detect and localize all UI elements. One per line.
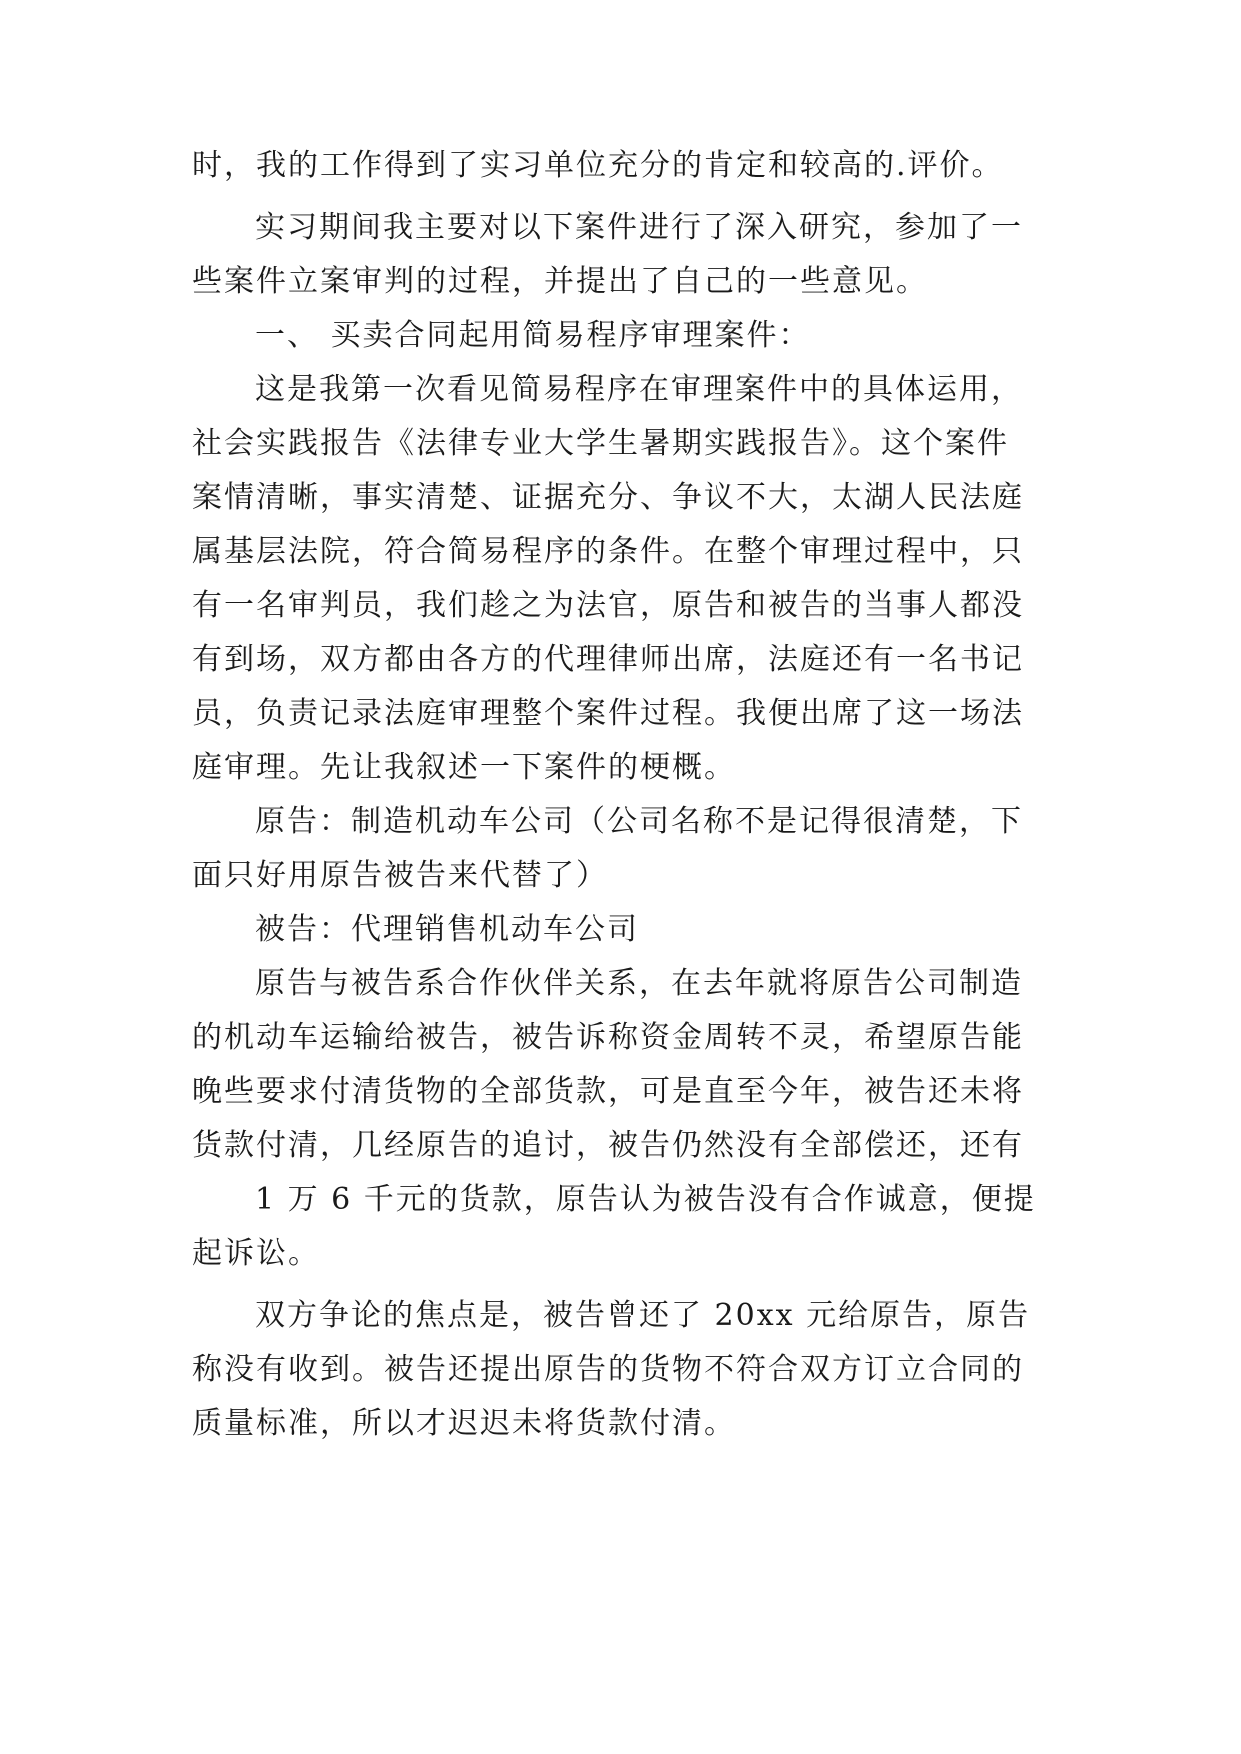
paragraph-line: 员，负责记录法庭审理整个案件过程。我便出席了这一场法 bbox=[192, 696, 1024, 731]
paragraph-line: 面只好用原告被告来代替了） bbox=[192, 858, 608, 893]
paragraph-line: 原告与被告系合作伙伴关系，在去年就将原告公司制造 bbox=[255, 966, 1023, 1001]
paragraph-line: 双方争论的焦点是，被告曾还了 20xx 元给原告，原告 bbox=[255, 1298, 1031, 1333]
paragraph-line: 有一名审判员，我们趁之为法官，原告和被告的当事人都没 bbox=[192, 588, 1024, 623]
paragraph-line: 社会实践报告《法律专业大学生暑期实践报告》。这个案件 bbox=[192, 426, 1009, 461]
paragraph-line: 实习期间我主要对以下案件进行了深入研究，参加了一 bbox=[255, 210, 1023, 245]
paragraph-line: 的机动车运输给被告，被告诉称资金周转不灵，希望原告能 bbox=[192, 1020, 1024, 1055]
paragraph-line: 起诉讼。 bbox=[192, 1236, 320, 1271]
paragraph-line: 1 万 6 千元的货款，原告认为被告没有合作诚意，便提 bbox=[255, 1182, 1036, 1217]
paragraph-line: 时，我的工作得到了实习单位充分的肯定和较高的.评价。 bbox=[192, 148, 1004, 183]
paragraph-line: 称没有收到。被告还提出原告的货物不符合双方订立合同的 bbox=[192, 1352, 1024, 1387]
paragraph-line: 属基层法院，符合简易程序的条件。在整个审理过程中，只 bbox=[192, 534, 1024, 569]
section-heading: 一、 买卖合同起用简易程序审理案件： bbox=[255, 318, 811, 353]
paragraph-line: 晚些要求付清货物的全部货款，可是直至今年，被告还未将 bbox=[192, 1074, 1024, 1109]
paragraph-line: 些案件立案审判的过程，并提出了自己的一些意见。 bbox=[192, 264, 928, 299]
paragraph-line: 案情清晰，事实清楚、证据充分、争议不大，太湖人民法庭 bbox=[192, 480, 1024, 515]
paragraph-line: 被告：代理销售机动车公司 bbox=[255, 912, 639, 947]
paragraph-line: 这是我第一次看见简易程序在审理案件中的具体运用， bbox=[255, 372, 1023, 407]
paragraph-line: 货款付清，几经原告的追讨，被告仍然没有全部偿还，还有 bbox=[192, 1128, 1024, 1163]
paragraph-line: 有到场，双方都由各方的代理律师出席，法庭还有一名书记 bbox=[192, 642, 1024, 677]
paragraph-line: 原告：制造机动车公司（公司名称不是记得很清楚，下 bbox=[255, 804, 1023, 839]
paragraph-line: 庭审理。先让我叙述一下案件的梗概。 bbox=[192, 750, 736, 785]
paragraph-line: 质量标准，所以才迟迟未将货款付清。 bbox=[192, 1406, 736, 1441]
